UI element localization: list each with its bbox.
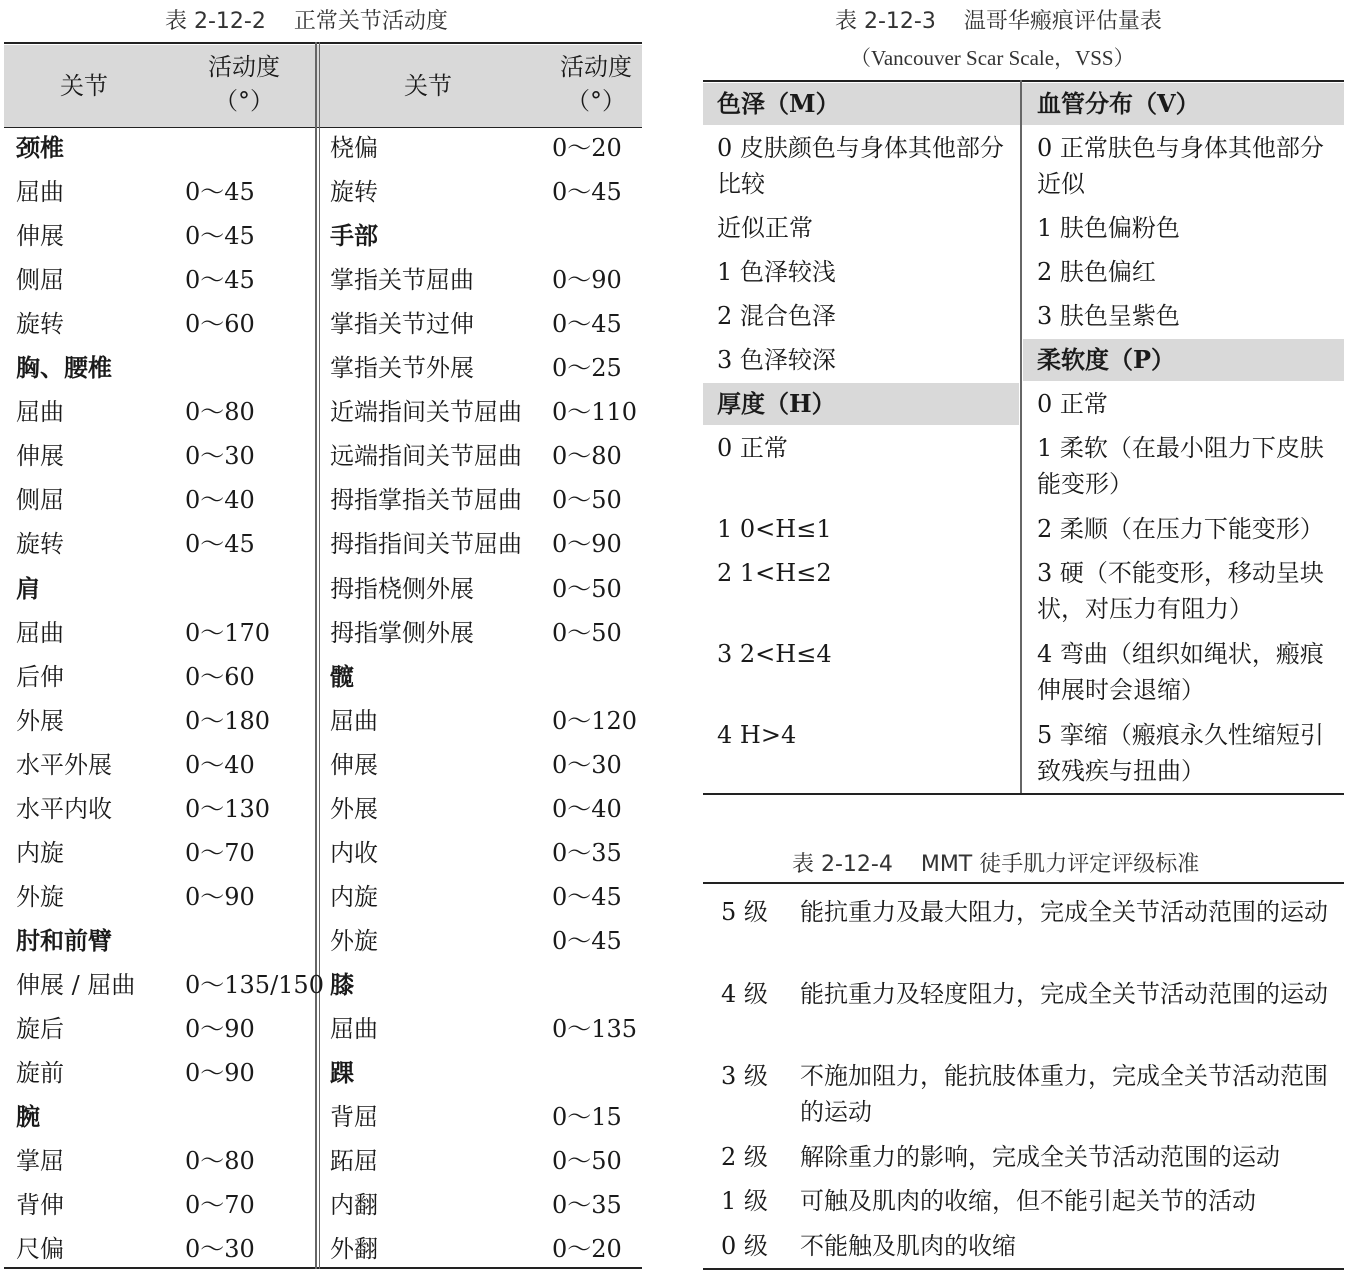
table-row	[4, 743, 642, 787]
joint-name: 侧屈	[16, 486, 64, 515]
mmt-grading-table	[703, 882, 1344, 1272]
range-value: 0～35	[552, 1191, 622, 1220]
range-value: 0～50	[552, 618, 622, 647]
mmt-grade: 0 级	[721, 1232, 768, 1260]
range-value: 0～50	[552, 1147, 622, 1176]
table-row	[4, 831, 642, 875]
scale-item: 1 柔软（在最小阻力下皮肤能变形）	[1037, 434, 1324, 498]
range-value: 0～60	[185, 662, 255, 691]
table-row	[4, 1139, 642, 1183]
joint-name: 旋前	[16, 1059, 64, 1088]
table2-caption: 表 2-12-3 温哥华瘢痕评估量表	[835, 9, 1162, 34]
scale-item: 1 色泽较浅	[717, 258, 836, 286]
mmt-description: 不施加阻力，能抗肢体重力，完成全关节活动范围的运动	[800, 1062, 1328, 1126]
range-value: 0～30	[185, 442, 255, 471]
scale-item: 2 1<H≤2	[717, 559, 832, 587]
range-value: 0～120	[552, 706, 638, 735]
table-row	[4, 258, 642, 302]
joint-name: 背屈	[330, 1103, 378, 1132]
range-value: 0～90	[185, 1015, 255, 1043]
joint-name: 侧屈	[16, 266, 64, 295]
range-value: 0～15	[552, 1103, 622, 1132]
scale-item: 0 皮肤颜色与身体其他部分比较	[717, 134, 1004, 198]
table-row	[4, 478, 642, 522]
scale-item: 3 硬（不能变形，移动呈块状，对压力有阻力）	[1037, 559, 1324, 623]
joint-range-table	[4, 42, 642, 1269]
header-range-right	[546, 50, 646, 118]
range-value: 0～110	[552, 398, 638, 427]
range-value: 0～45	[552, 882, 622, 911]
scale-item: 5 挛缩（瘢痕永久性缩短引致残疾与扭曲）	[1037, 721, 1324, 785]
range-value: 0～70	[185, 838, 255, 867]
table-row	[4, 434, 642, 478]
table-row	[4, 787, 642, 831]
joint-name: 旋转	[16, 530, 64, 559]
top-rule	[703, 80, 1344, 82]
mmt-description: 能抗重力及轻度阻力，完成全关节活动范围的运动	[800, 980, 1328, 1008]
range-value: 0～50	[552, 574, 622, 603]
scale-item: 0 正常肤色与身体其他部分近似	[1037, 134, 1324, 198]
joint-name: 伸展 / 屈曲	[16, 970, 136, 999]
range-value: 0～60	[185, 310, 255, 339]
range-value: 0～70	[185, 1191, 255, 1220]
scale-category-heading: 色泽（M）	[717, 89, 840, 118]
range-value: 0～45	[552, 310, 622, 339]
scale-item: 4 弯曲（组织如绳状，瘢痕伸展时会退缩）	[1037, 640, 1324, 704]
section-heading: 肘和前臂	[16, 925, 112, 955]
joint-name: 内收	[330, 838, 378, 867]
range-value: 0～45	[185, 222, 255, 251]
joint-name: 远端指间关节屈曲	[330, 442, 522, 471]
range-value: 0～80	[552, 442, 622, 471]
joint-name: 旋转	[330, 178, 378, 207]
header-range-label: 活动度	[560, 53, 632, 81]
section-heading: 手部	[330, 221, 378, 251]
header-joint-left: 关节	[60, 72, 108, 100]
joint-name: 内旋	[330, 882, 378, 911]
range-value: 0～45	[552, 926, 622, 955]
range-value: 0～40	[185, 486, 255, 515]
scale-category-heading: 血管分布（V）	[1037, 89, 1200, 118]
joint-name: 尺偏	[16, 1235, 64, 1264]
joint-name: 跖屈	[330, 1147, 378, 1176]
joint-name: 背伸	[16, 1191, 64, 1220]
table-row	[4, 1051, 642, 1095]
header-range-label: 活动度	[208, 53, 280, 81]
table-row	[4, 655, 642, 699]
table-row	[4, 126, 642, 170]
table-row	[4, 214, 642, 258]
joint-name: 近端指间关节屈曲	[330, 398, 522, 427]
table-row	[4, 611, 642, 655]
table-row	[4, 302, 642, 346]
mmt-grade: 5 级	[721, 898, 768, 926]
joint-name: 后伸	[16, 662, 64, 691]
table-row	[4, 875, 642, 919]
header-range-unit: （°）	[214, 87, 274, 115]
header-joint-right: 关节	[404, 72, 452, 100]
scale-item: 1 肤色偏粉色	[1037, 214, 1180, 242]
mmt-grade: 1 级	[721, 1187, 768, 1215]
range-value: 0～90	[552, 530, 622, 559]
table2-subcaption: （Vancouver Scar Scale，VSS）	[850, 46, 1135, 70]
range-value: 0～45	[185, 178, 255, 207]
joint-name: 旋后	[16, 1015, 64, 1043]
range-value: 0～45	[552, 178, 622, 207]
joint-name: 拇指掌侧外展	[330, 618, 474, 647]
mmt-grade: 4 级	[721, 980, 768, 1008]
range-value: 0～180	[185, 706, 271, 735]
scale-item: 2 柔顺（在压力下能变形）	[1037, 515, 1324, 543]
range-value: 0～90	[185, 882, 255, 911]
scale-item: 3 2<H≤4	[717, 640, 832, 668]
joint-name: 掌指关节过伸	[330, 310, 474, 339]
vancouver-scar-scale-table	[703, 80, 1344, 796]
mmt-description: 不能触及肌肉的收缩	[800, 1232, 1016, 1260]
joint-name: 屈曲	[16, 618, 64, 647]
mmt-description: 解除重力的影响，完成全关节活动范围的运动	[800, 1143, 1280, 1171]
range-value: 0～30	[185, 1235, 255, 1264]
range-value: 0～90	[185, 1059, 255, 1088]
table-row	[4, 963, 642, 1007]
table-row	[4, 567, 642, 611]
joint-name: 伸展	[16, 442, 64, 471]
joint-name: 外旋	[330, 926, 378, 955]
range-value: 0～20	[552, 134, 622, 162]
header-range-left	[194, 50, 294, 118]
joint-name: 屈曲	[16, 398, 64, 427]
joint-name: 水平外展	[16, 750, 112, 779]
scale-item: 0 正常	[1037, 390, 1108, 418]
table-row	[4, 919, 642, 963]
joint-name: 内翻	[330, 1191, 378, 1220]
joint-name: 掌屈	[16, 1147, 64, 1176]
section-heading: 腕	[16, 1102, 40, 1132]
joint-name: 外翻	[330, 1235, 378, 1264]
table-row	[4, 1183, 642, 1227]
range-value: 0～45	[185, 266, 255, 295]
top-rule	[4, 42, 642, 44]
scale-item: 1 0<H≤1	[717, 515, 832, 543]
table-row	[4, 346, 642, 390]
range-value: 0～35	[552, 838, 622, 867]
range-value: 0～20	[552, 1235, 622, 1264]
table-row	[4, 1227, 642, 1271]
mmt-description: 可触及肌肉的收缩，但不能引起关节的活动	[800, 1187, 1256, 1215]
section-heading: 膝	[330, 969, 354, 999]
bottom-rule	[703, 1268, 1344, 1270]
table-row	[4, 699, 642, 743]
joint-name: 屈曲	[330, 706, 378, 735]
joint-name: 内旋	[16, 838, 64, 867]
table3-caption: 表 2-12-4 MMT 徒手肌力评定评级标准	[792, 852, 1200, 877]
column-divider	[1020, 80, 1022, 793]
joint-name: 掌指关节外展	[330, 354, 474, 383]
table-row	[4, 522, 642, 566]
joint-name: 伸展	[330, 750, 378, 779]
joint-name: 外展	[330, 794, 378, 823]
table-row	[4, 1007, 642, 1051]
section-heading: 胸、腰椎	[16, 353, 112, 383]
range-value: 0～90	[552, 266, 622, 295]
range-value: 0～40	[552, 794, 622, 823]
section-heading: 髋	[330, 661, 354, 691]
scale-category-heading: 厚度（H）	[717, 389, 836, 418]
joint-name: 拇指桡侧外展	[330, 574, 474, 603]
top-rule	[703, 882, 1344, 884]
scale-item: 3 色泽较深	[717, 346, 836, 374]
joint-name: 伸展	[16, 222, 64, 251]
range-value: 0～30	[552, 750, 622, 779]
header-range-unit: （°）	[566, 87, 626, 115]
joint-name: 旋转	[16, 310, 64, 339]
bottom-rule	[703, 793, 1344, 795]
range-value: 0～135	[552, 1015, 638, 1043]
scale-item: 4 H>4	[717, 721, 797, 749]
mmt-grade: 3 级	[721, 1062, 768, 1090]
joint-name: 桡偏	[330, 134, 378, 162]
table-row	[4, 390, 642, 434]
scale-item: 近似正常	[717, 214, 813, 242]
joint-name: 掌指关节屈曲	[330, 266, 474, 295]
range-value: 0～135/150	[185, 970, 324, 999]
range-value: 0～40	[185, 750, 255, 779]
joint-name: 拇指指间关节屈曲	[330, 530, 522, 559]
section-heading: 肩	[16, 573, 40, 603]
range-value: 0～45	[185, 530, 255, 559]
section-heading: 踝	[330, 1058, 354, 1088]
table1-caption: 表 2-12-2 正常关节活动度	[165, 9, 448, 34]
range-value: 0～170	[185, 618, 271, 647]
joint-name: 外展	[16, 706, 64, 735]
joint-name: 水平内收	[16, 794, 112, 823]
scale-category-heading: 柔软度（P）	[1037, 345, 1176, 374]
mmt-description: 能抗重力及最大阻力，完成全关节活动范围的运动	[800, 898, 1328, 926]
scale-item: 3 肤色呈紫色	[1037, 302, 1180, 330]
scale-item: 2 混合色泽	[717, 302, 836, 330]
table-row	[4, 1095, 642, 1139]
joint-name: 外旋	[16, 882, 64, 911]
joint-name: 拇指掌指关节屈曲	[330, 486, 522, 515]
joint-name: 屈曲	[330, 1015, 378, 1043]
mmt-grade: 2 级	[721, 1143, 768, 1171]
section-heading: 颈椎	[16, 133, 64, 162]
range-value: 0～130	[185, 794, 271, 823]
table-row	[4, 170, 642, 214]
range-value: 0～80	[185, 398, 255, 427]
joint-name: 屈曲	[16, 178, 64, 207]
scale-item: 2 肤色偏红	[1037, 258, 1156, 286]
range-value: 0～50	[552, 486, 622, 515]
range-value: 0～25	[552, 354, 622, 383]
range-value: 0～80	[185, 1147, 255, 1176]
scale-item: 0 正常	[717, 434, 788, 462]
